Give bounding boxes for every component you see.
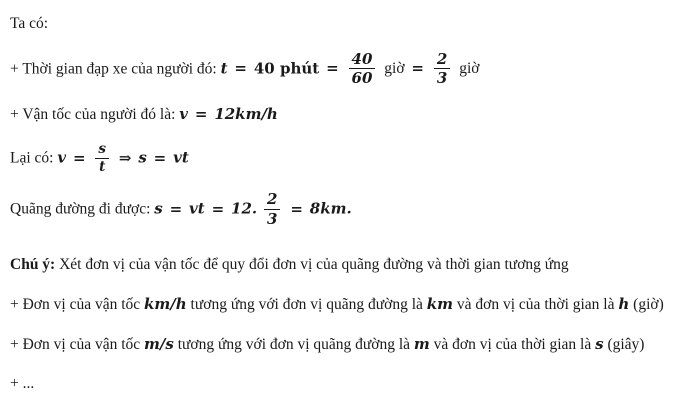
time-unit-2: giờ xyxy=(459,60,480,78)
unit-kmh-symbol: km/h xyxy=(144,295,187,313)
fraction-2-3 xyxy=(434,51,450,86)
fraction-denominator: t xyxy=(95,158,109,175)
ellipsis-text: + ... xyxy=(10,374,35,392)
unit-ms-suffix: (giây) xyxy=(607,336,645,354)
distance-variable-s: s xyxy=(154,199,163,218)
unit-ms-mid-2: và đơn vị của thời gian là xyxy=(433,336,592,354)
distance-equals-2: = xyxy=(211,199,225,218)
distance-prefix: Quãng đường đi được: xyxy=(10,200,151,218)
speed-prefix: + Vận tốc của người đó là: xyxy=(10,106,176,124)
time-equals-1: = xyxy=(234,59,247,78)
unit-kmh-suffix: (giờ) xyxy=(633,296,664,313)
unit-kmh-line xyxy=(10,293,670,316)
intro-line xyxy=(10,14,670,35)
note-text: Xét đơn vị của vận tốc để quy đổi đơn vị của quãng đường và thời gian tương ứng xyxy=(55,255,569,273)
time-line xyxy=(10,49,670,88)
unit-ms-prefix: + Đơn vị của vận tốc xyxy=(10,336,141,354)
unit-s-symbol: s xyxy=(595,335,604,354)
distance-multiplier: 12. xyxy=(231,199,258,218)
distance-equals-1: = xyxy=(169,199,183,218)
formula-variable-v: v xyxy=(57,148,67,167)
time-prefix: + Thời gian đạp xe của người đó: xyxy=(10,60,217,78)
note-line xyxy=(10,253,670,276)
fraction-numerator: 2 xyxy=(436,49,448,68)
time-value: 40 phút xyxy=(253,59,320,78)
note-label: Chú ý: xyxy=(10,255,56,273)
time-variable: t xyxy=(220,59,228,78)
unit-ms-mid: tương ứng với đơn vị quãng đường là xyxy=(177,336,411,354)
fraction-numerator: 40 xyxy=(351,49,373,68)
unit-kmh-mid-2: và đơn vị của thời gian là xyxy=(456,296,615,313)
speed-line xyxy=(10,104,670,126)
unit-h-symbol: h xyxy=(618,295,630,313)
unit-km-symbol: km xyxy=(426,295,454,313)
ellipsis-line xyxy=(10,374,670,395)
time-equals-3: = xyxy=(411,59,424,78)
fraction-40-60 xyxy=(349,51,376,86)
formula-equals-2: = xyxy=(153,148,167,167)
formula-vt: vt xyxy=(173,148,189,167)
time-equals-2: = xyxy=(326,59,339,78)
fraction-denominator: 3 xyxy=(434,68,450,86)
fraction-numerator: s xyxy=(98,141,106,158)
time-unit-1: giờ xyxy=(384,60,405,78)
unit-ms-line xyxy=(10,333,670,356)
implies-arrow-icon: ⇒ xyxy=(118,148,132,167)
fraction-2-3-distance xyxy=(264,191,280,226)
speed-equals: = xyxy=(194,105,208,124)
formula-variable-s: s xyxy=(138,148,147,167)
distance-line xyxy=(10,192,670,227)
distance-vt: vt xyxy=(189,199,205,218)
distance-result: 8km. xyxy=(309,199,352,218)
unit-ms-symbol: m/s xyxy=(144,335,174,354)
intro-text: Ta có: xyxy=(10,15,49,32)
section-spacer xyxy=(10,245,670,253)
fraction-denominator: 60 xyxy=(349,68,376,86)
unit-kmh-mid: tương ứng với đơn vị quãng đường là xyxy=(190,296,423,313)
formula-line xyxy=(10,143,670,175)
speed-variable: v xyxy=(179,105,188,124)
formula-equals: = xyxy=(72,148,86,167)
fraction-numerator: 2 xyxy=(267,190,278,209)
speed-value: 12km/h xyxy=(214,105,278,124)
fraction-s-t xyxy=(95,142,109,174)
fraction-denominator: 3 xyxy=(264,209,280,227)
unit-kmh-prefix: + Đơn vị của vận tốc xyxy=(10,296,141,313)
distance-equals-3: = xyxy=(290,199,303,218)
formula-prefix: Lại có: xyxy=(10,149,54,167)
unit-m-symbol: m xyxy=(413,335,430,354)
